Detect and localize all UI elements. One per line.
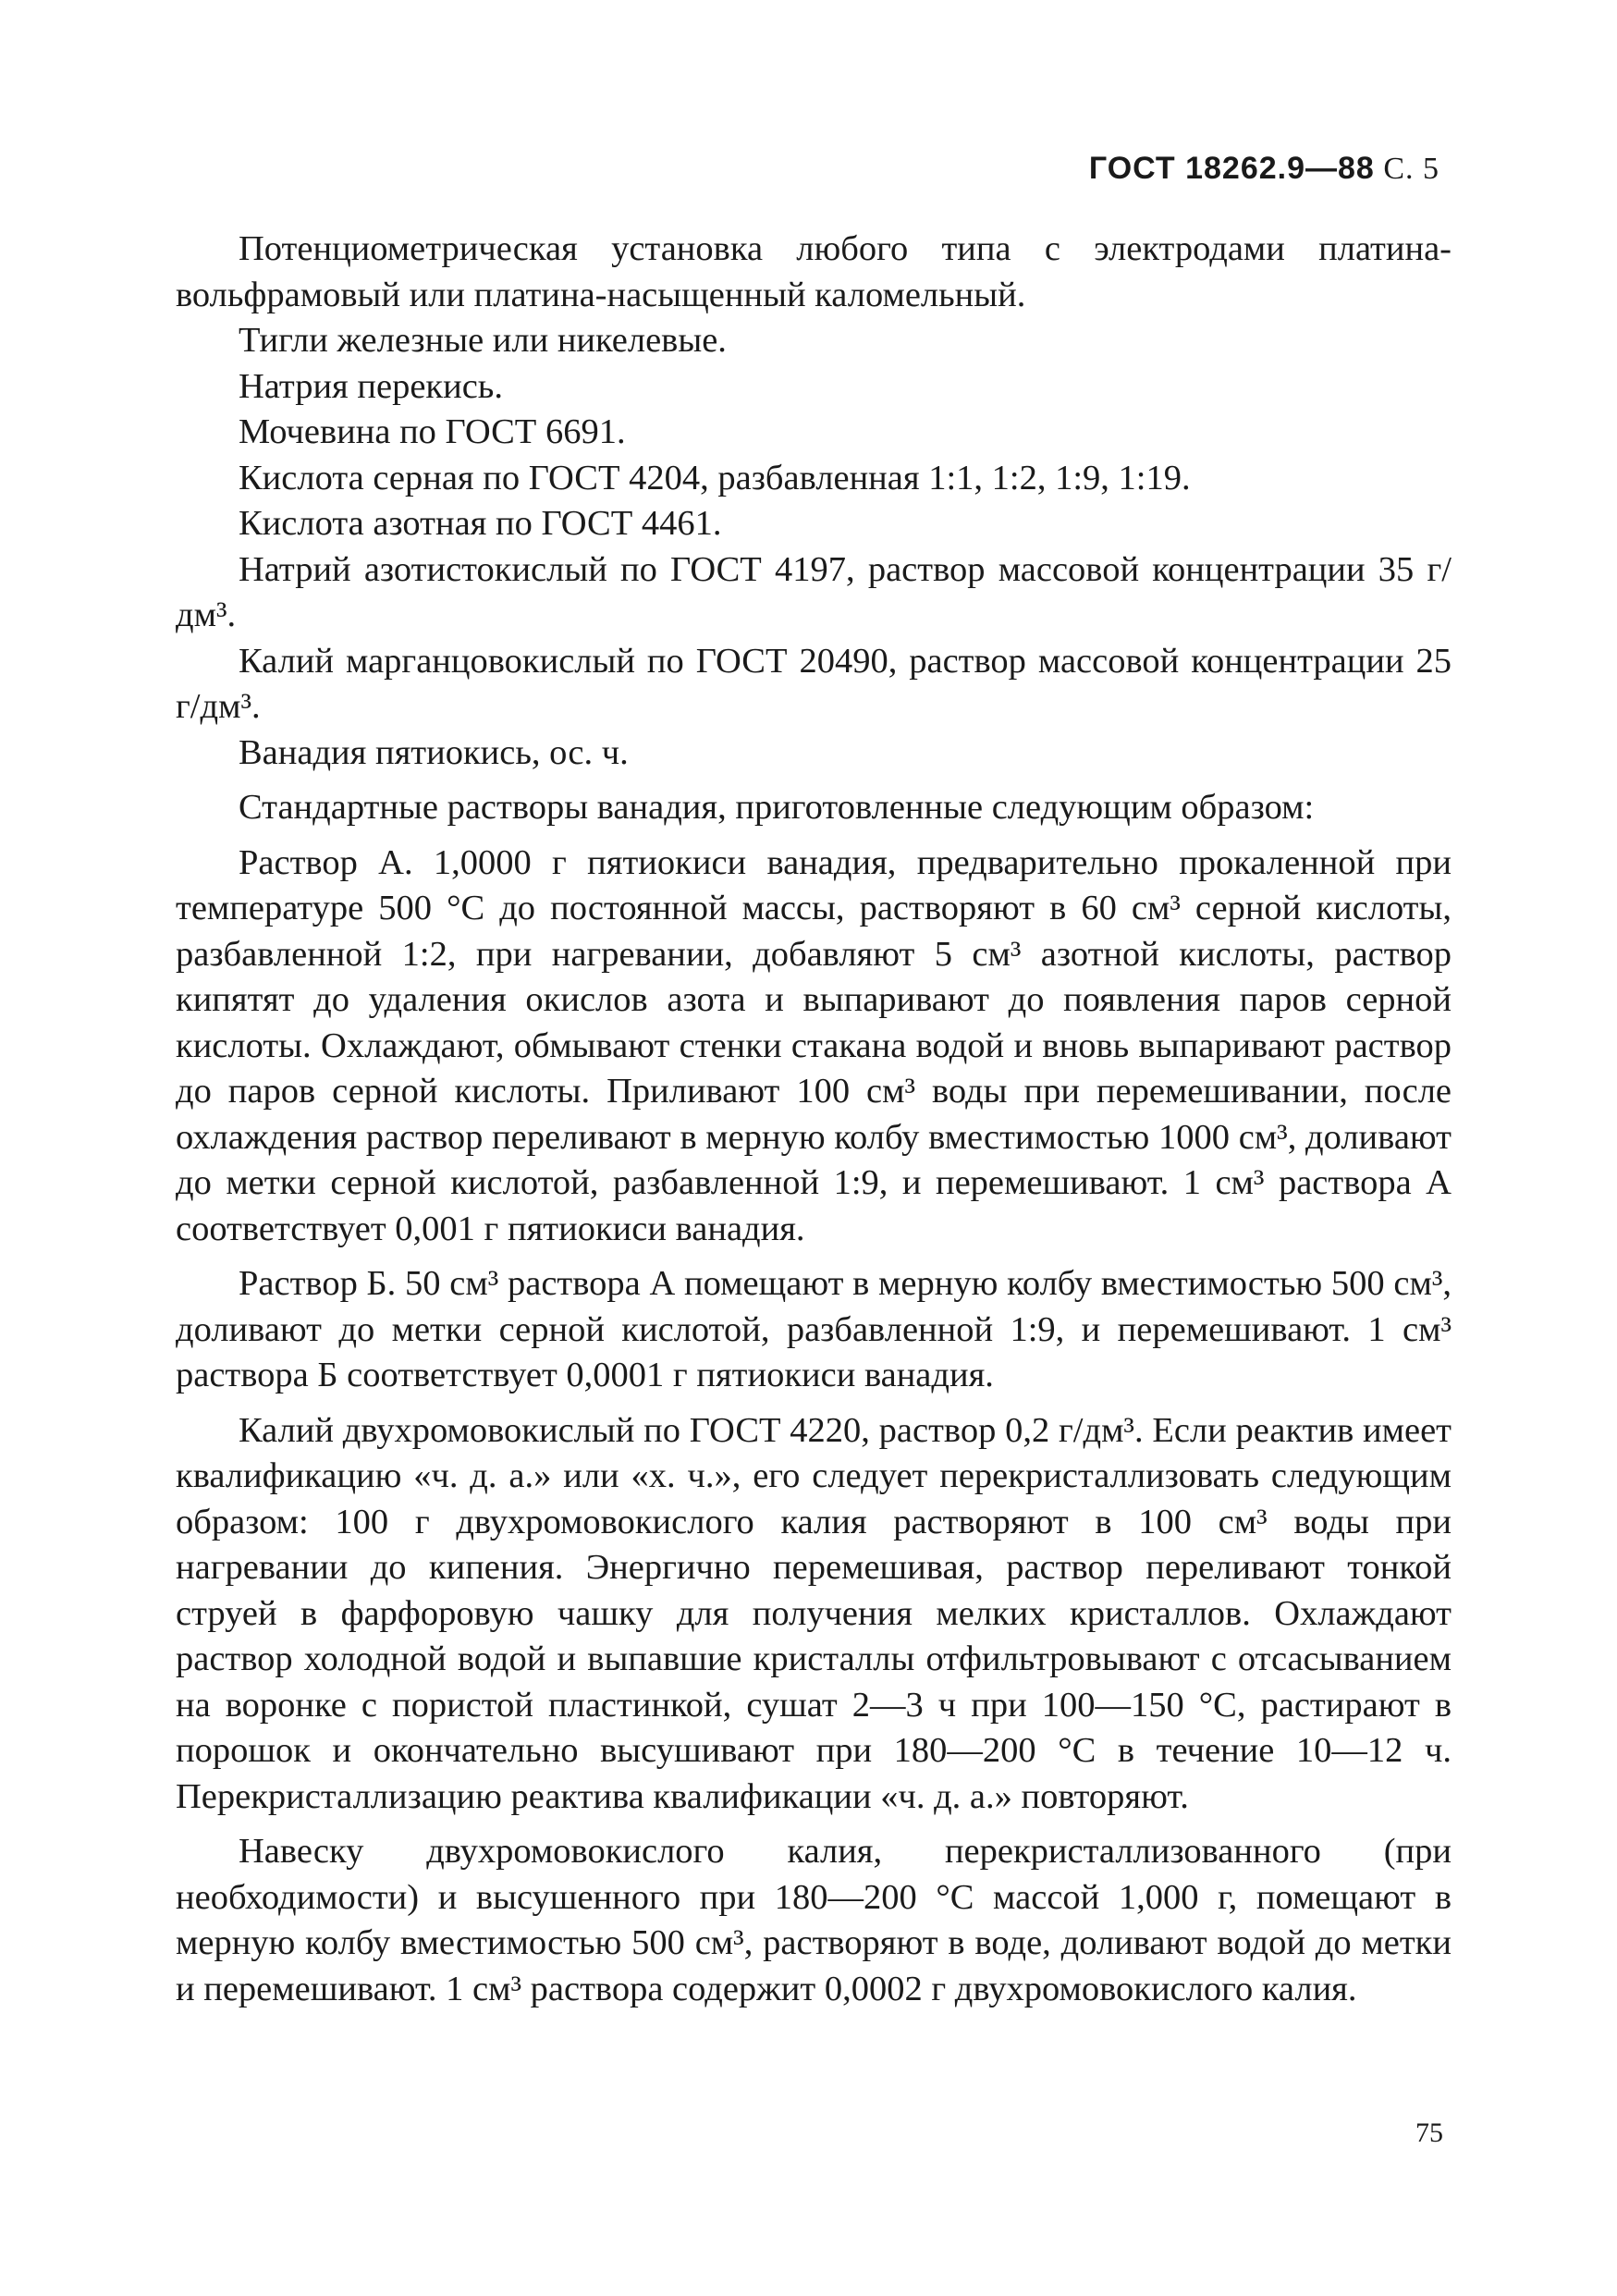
paragraph-potassium-permanganate: Калий марганцовокислый по ГОСТ 20490, раствор массовой концентрации 25 г/дм³. (176, 641, 1452, 726)
paragraph-vanadium-pentoxide: Ванадия пятиокись, ос. ч. (239, 732, 629, 772)
paragraph-potassium-dichromate: Калий двухромовокислый по ГОСТ 4220, раствор 0,2 г/дм³. Если реактив имеет квалификацию «ч. д. а.» или «х. ч.», его следует перекристаллизовать следующим образом: 100 г двухромовокислого калия растворяют в 100 см³ воды при нагревании до кипения. Энергично перемешивая, раствор переливают тонкой струей в фарфоровую чашку для получения мелких кристаллов. Охлаждают раствор холодной водой и выпавшие кристаллы отфильтровывают с отсасыванием на воронке с пористой пластинкой, сушат 2—3 ч при 100—150 °С, растирают в порошок и окончательно высушивают при 180—200 °С в течение 10—12 ч. Перекристаллизацию реактива квалификации «ч. д. а.» повторяют. (176, 1410, 1452, 1816)
paragraph-crucibles: Тигли железные или никелевые. (239, 321, 727, 360)
paragraph-solution-a: Раствор А. 1,0000 г пятиокиси ванадия, предварительно прокаленной при температуре 500 °С до постоянной массы, растворяют в 60 см³ серной кислоты, разбавленной 1:2, при нагревании, добавляют 5 см³ азотной кислоты, раствор кипятят до удаления окислов азота и выпаривают до появления паров серной кислоты. Охлаждают, обмывают стенки стакана водой и вновь выпаривают раствор до паров серной кислоты. Приливают 100 см³ воды при перемешивании, после охлаждения раствор переливают в мерную колбу вместимостью 1000 см³, доливают до метки серной кислотой, разбавленной 1:9, и перемешивают. 1 см³ раствора А соответствует 0,001 г пятиокиси ванадия. (176, 842, 1452, 1248)
standard-designation: ГОСТ 18262.9—88 (1088, 151, 1375, 186)
paragraph-solution-b: Раствор Б. 50 см³ раствора А помещают в мерную колбу вместимостью 500 см³, доливают до метки серной кислотой, разбавленной 1:9, и перемешивают. 1 см³ раствора Б соответствует 0,0001 г пятиокиси ванадия. (176, 1264, 1452, 1394)
paragraph-nitric-acid: Кислота азотная по ГОСТ 4461. (239, 504, 722, 543)
paragraph-standard-solutions: Стандартные растворы ванадия, приготовленные следующим образом: (239, 788, 1315, 827)
paragraph-equipment: Потенциометрическая установка любого типа с электродами платина-вольфрамовый или платина-насыщенный каломельный. (176, 229, 1452, 314)
page-number: 75 (1415, 2118, 1443, 2148)
paragraph-sodium-peroxide: Натрия перекись. (239, 366, 503, 406)
paragraph-sodium-nitrite: Натрий азотистокислый по ГОСТ 4197, раствор массовой концентрации 35 г/дм³. (176, 549, 1452, 634)
paragraph-urea: Мочевина по ГОСТ 6691. (239, 412, 626, 451)
paragraph-dichromate-sample: Навеску двухромовокислого калия, перекристаллизованного (при необходимости) и высушенного при 180—200 °С массой 1,000 г, помещают в мерную колбу вместимостью 500 см³, растворяют в воде, доливают водой до метки и перемешивают. 1 см³ раствора содержит 0,0002 г двухромовокислого калия. (176, 1832, 1452, 2008)
paragraph-sulfuric-acid: Кислота серная по ГОСТ 4204, разбавленная 1:1, 1:2, 1:9, 1:19. (239, 458, 1191, 497)
header-page-label: С. 5 (1383, 152, 1439, 186)
body-text (176, 227, 1452, 2012)
running-header (1089, 151, 1439, 187)
